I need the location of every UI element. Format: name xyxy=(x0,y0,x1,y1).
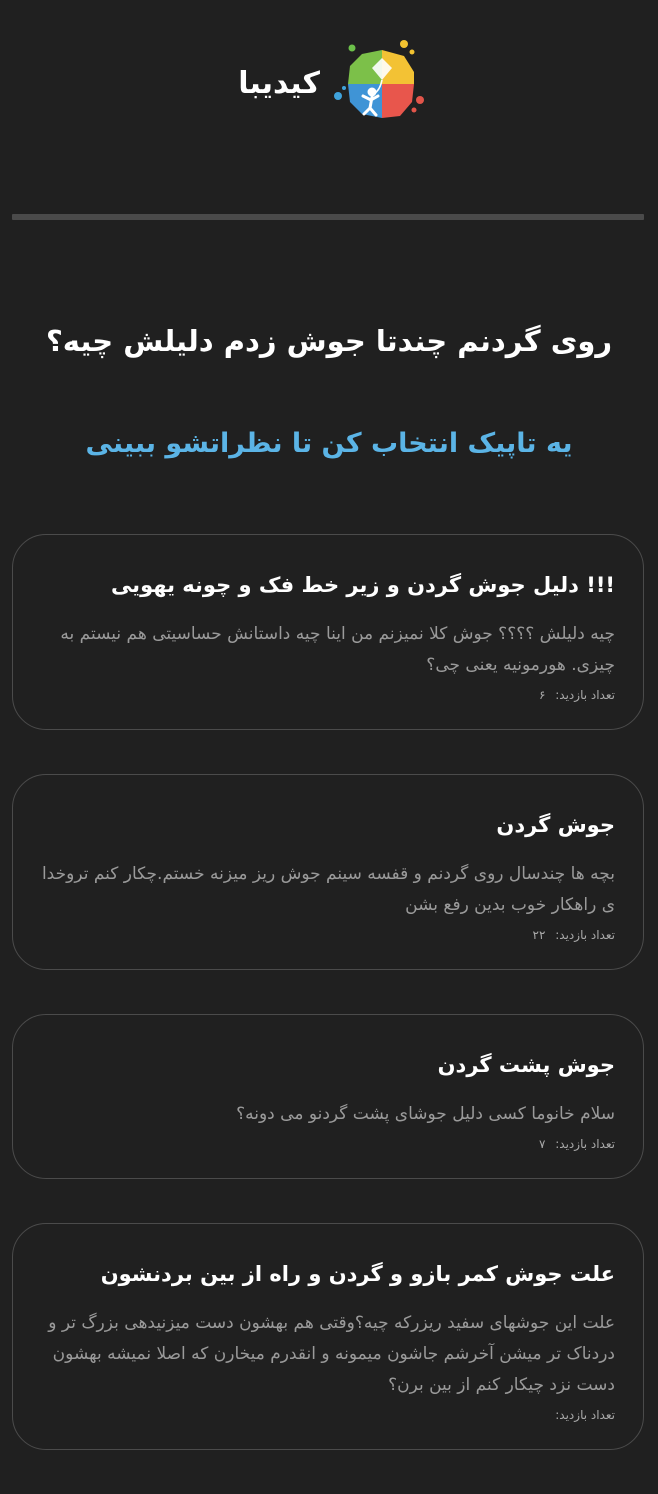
kidiba-kite-logo-icon xyxy=(330,40,426,126)
topics-prompt: یه تاپیک انتخاب کن تا نظراتشو ببینی xyxy=(85,428,573,459)
topic-views xyxy=(41,925,615,945)
question-title: روی گردنم چندتا جوش زدم دلیلش چیه؟ xyxy=(45,324,613,359)
topic-title[interactable]: جوش پشت گردن xyxy=(437,1053,615,1077)
topic-excerpt: چیه دلیلش ؟؟؟؟ جوش کلا نمیزنم من اینا چیه داستانش حساسیتی هم نیستم به چیزی. هورمونیه یعنی چی؟ xyxy=(60,624,615,675)
topic-views xyxy=(41,1405,615,1425)
topic-excerpt: علت این جوشهای سفید ریزرکه چیه؟وقتی هم بهشون دست میزنیدهی بزرگ تر و دردناک تر میشن آخرشم جاشون میمونه و انقدرم میخارن که اصلا نمیشه بهشون دست نزد چیکار کنم از بین برن؟ xyxy=(48,1313,615,1395)
topic-excerpt: بچه ها چندسال روی گردنم و قفسه سینم جوش ریز میزنه خستم.چکار کنم تروخدا ی راهکار خوب بدین رفع بشن xyxy=(41,864,615,915)
header xyxy=(0,0,658,170)
views-label: تعداد بازدید: xyxy=(555,688,615,702)
topic-title[interactable]: علت جوش کمر بازو و گردن و راه از بین بردنشون xyxy=(100,1262,615,1286)
logo-text: کیدیبا xyxy=(238,65,320,101)
views-label: تعداد بازدید: xyxy=(555,928,615,942)
topic-views xyxy=(41,685,615,705)
topic-card[interactable] xyxy=(12,774,644,970)
topic-card[interactable] xyxy=(12,534,644,730)
topic-list xyxy=(12,534,644,1494)
views-label: تعداد بازدید: xyxy=(555,1137,615,1151)
views-count: ۷ xyxy=(538,1137,546,1151)
views-count: ۲۲ xyxy=(532,928,546,942)
topic-title[interactable]: !!! دلیل جوش گردن و زیر خط فک و چونه یهویی xyxy=(110,573,615,597)
header-divider xyxy=(12,214,644,220)
topic-title[interactable]: جوش گردن xyxy=(496,813,615,837)
views-count: ۶ xyxy=(538,688,546,702)
topic-views xyxy=(41,1134,615,1154)
topic-excerpt: سلام خانوما کسی دلیل جوشای پشت گردنو می دونه؟ xyxy=(236,1104,615,1124)
kidiba-logo[interactable] xyxy=(236,38,426,128)
views-label: تعداد بازدید: xyxy=(555,1408,615,1422)
topic-card[interactable] xyxy=(12,1014,644,1179)
